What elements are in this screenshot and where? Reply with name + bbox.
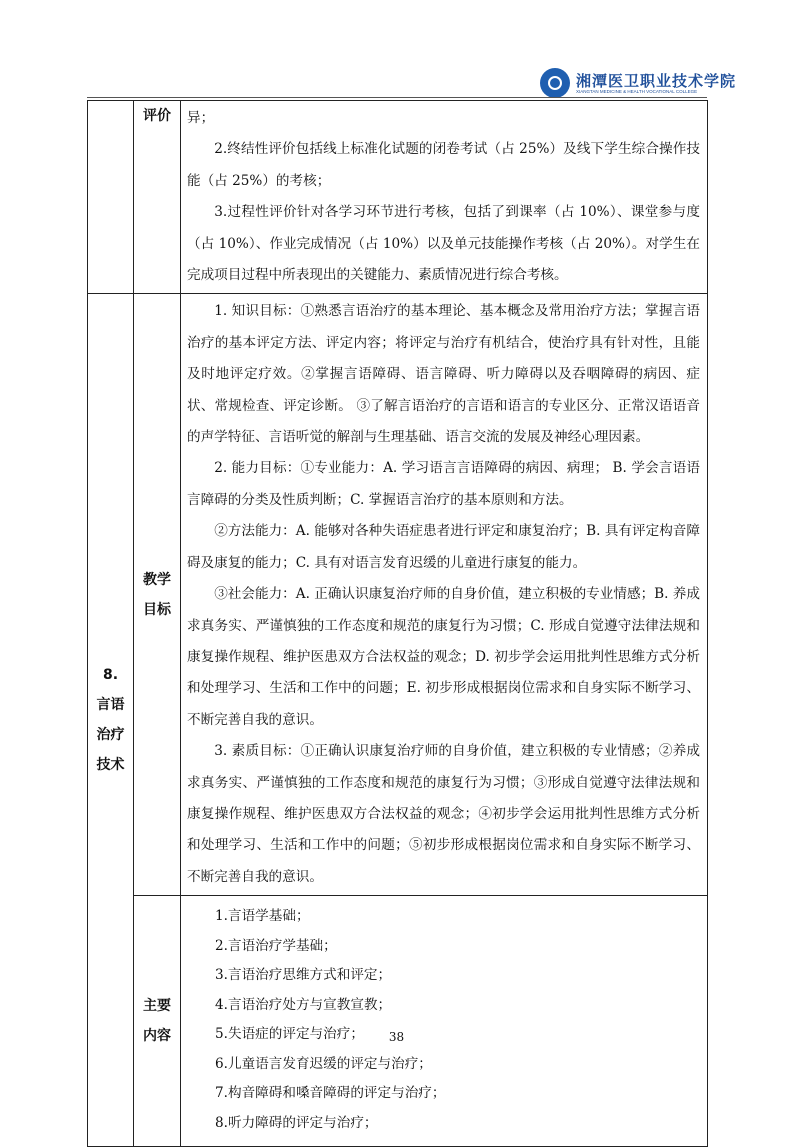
goal-para: ②方法能力：A. 能够对各种失语症患者进行评定和康复治疗；B. 具有评定构音障碍及康复的能力；C. 具有对语言发育迟缓的儿童进行康复的能力。	[187, 523, 700, 571]
empty-cell	[88, 101, 134, 294]
list-item: 4.言语治疗处方与宣教宣教；	[215, 996, 392, 1013]
logo-cn: 湘潭医卫职业技术学院	[576, 71, 737, 90]
goal-para: 1. 知识目标：①熟悉言语治疗的基本理论、基本概念及常用治疗方法；掌握言语治疗的基本评定方法、评定内容；将评定与治疗有机结合，使治疗具有针对性，且能及时地评定疗效。②掌握言语障碍、语言障碍、听力障碍以及吞咽障碍的病因、症状、常规检查、评定诊断。 ③了解言语治疗的言语和语言的专业区分、正常汉语语音的声学特征、言语听觉的解剖与生理基础、语言交流的发展及神经心理因素。	[187, 303, 700, 446]
goals-row	[88, 294, 708, 896]
eval-para: 异；	[187, 110, 215, 126]
content-label: 主要内容	[134, 896, 181, 1147]
goals-label: 教学目标	[134, 294, 181, 896]
eval-content	[181, 101, 708, 294]
content-list	[181, 896, 708, 1147]
eval-label: 评价	[134, 101, 181, 294]
list-item: 6.儿童语言发育迟缓的评定与治疗；	[215, 1055, 432, 1072]
list-item: 2.言语治疗学基础；	[215, 937, 337, 954]
list-item: 3.言语治疗思维方式和评定；	[215, 967, 392, 984]
content-row	[88, 896, 708, 1147]
eval-para: 3.过程性评价针对各学习环节进行考核，包括了到课率（占 10%）、课堂参与度（占 10%）、作业完成情况（占 10%）以及单元技能操作考核（占 20%）。对学生在完成项目过程中所表现出的关键能力、素质情况进行综合考核。	[187, 204, 700, 284]
eval-para: 2.终结性评价包括线上标准化试题的闭卷考试（占 25%）及线下学生综合操作技能（占 25%）的考核；	[187, 141, 700, 189]
list-item: 8.听力障碍的评定与治疗；	[215, 1114, 378, 1131]
goal-para: ③社会能力：A. 正确认识康复治疗师的自身价值，建立积极的专业情感；B. 养成求真务实、严谨慎独的工作态度和规范的康复行为习惯；C. 形成自觉遵守法律法规和康复操作规程、维护医患双方合法权益的观念；D. 初步学会运用批判性思维方式分析和处理学习、生活和工作中的问题；E. 初步形成根据岗位需求和自身实际不断学习、不断完善自我的意识。	[187, 586, 700, 728]
course-title: 8.言语治疗技术	[88, 294, 134, 1147]
list-item: 7.构音障碍和嗓音障碍的评定与治疗；	[215, 1085, 446, 1102]
goal-para: 2. 能力目标：①专业能力：A. 学习语言言语障碍的病因、病理； B. 学会言语语言障碍的分类及性质判断；C. 掌握语言治疗的基本原则和方法。	[187, 460, 700, 508]
list-item: 1.言语学基础；	[215, 908, 310, 925]
logo-en: XIANGTAN MEDICINE & HEALTH VOCATIONAL COLLEGE	[576, 88, 698, 94]
header-rule	[87, 97, 707, 98]
college-logo	[540, 68, 736, 98]
page-number: 38	[388, 1030, 405, 1044]
goal-para: 3. 素质目标：①正确认识康复治疗师的自身价值，建立积极的专业情感；②养成求真务实、严谨慎独的工作态度和规范的康复行为习惯；③形成自觉遵守法律法规和康复操作规程、维护医患双方合法权益的观念；④初步学会运用批判性思维方式分析和处理学习、生活和工作中的问题；⑤初步形成根据岗位需求和自身实际不断学习、不断完善自我的意识。	[187, 743, 700, 885]
goals-content	[181, 294, 708, 896]
college-seal-icon	[540, 68, 570, 98]
evaluation-row	[88, 101, 708, 294]
list-item: 5.失语症的评定与治疗；	[215, 1026, 364, 1043]
course-table	[87, 100, 708, 1147]
